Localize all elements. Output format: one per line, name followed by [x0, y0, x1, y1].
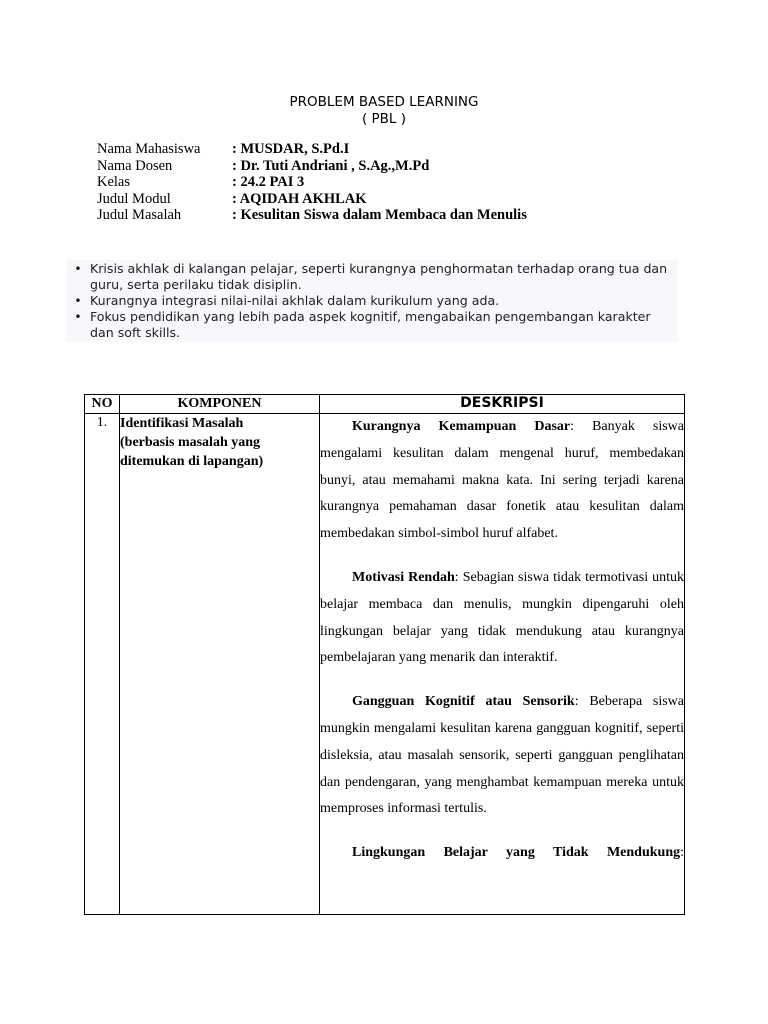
- bullet-icon: •: [74, 293, 82, 308]
- paragraph-text: : Banyak siswa mengalami kesulitan dalam mengenal huruf, membedakan bunyi, atau memahami makna kata. Ini sering terjadi karena kurangnya pemahaman dasar fonetik atau kesulitan dalam membedakan simbol-simbol huruf alfabet.: [320, 419, 684, 542]
- meta-row: [97, 174, 527, 191]
- student-info: [97, 141, 527, 224]
- problem-bullet-list: [66, 260, 678, 342]
- description-paragraph: [320, 840, 684, 867]
- header-komponen: KOMPONEN: [120, 395, 320, 414]
- header-deskripsi: DESKRIPSI: [320, 395, 685, 414]
- meta-value: : Kesulitan Siswa dalam Membaca dan Menulis: [232, 207, 527, 224]
- paragraph-lead: Gangguan Kognitif atau Sensorik: [352, 694, 575, 710]
- document-title: [0, 94, 768, 128]
- bullet-text: Krisis akhlak di kalangan pelajar, seperti kurangnya penghormatan terhadap orang tua dan guru, serta perilaku tidak disiplin.: [90, 261, 668, 292]
- list-item: [66, 261, 678, 293]
- meta-key: Judul Masalah: [97, 207, 182, 224]
- title-line-2: ( PBL ): [361, 111, 407, 127]
- meta-value: : AQIDAH AKHLAK: [232, 190, 367, 207]
- pbl-table: [84, 394, 685, 915]
- meta-row: [97, 191, 527, 208]
- table-row: [85, 414, 685, 915]
- header-no: NO: [85, 395, 120, 414]
- bullet-icon: •: [74, 261, 82, 276]
- paragraph-text: :: [680, 845, 684, 861]
- row-deskripsi: [320, 414, 685, 915]
- komponen-subtitle: (berbasis masalah yang ditemukan di lapangan): [120, 435, 264, 469]
- meta-key: Kelas: [97, 174, 131, 191]
- meta-key: Nama Mahasiswa: [97, 141, 201, 157]
- meta-value: : 24.2 PAI 3: [232, 174, 305, 191]
- description-paragraph: [320, 565, 684, 672]
- bullet-icon: •: [74, 309, 82, 324]
- table-header-row: [85, 395, 685, 414]
- meta-value: : Dr. Tuti Andriani , S.Ag.,M.Pd: [232, 157, 430, 174]
- list-item: [66, 293, 678, 309]
- meta-value: : MUSDAR, S.Pd.I: [232, 141, 350, 157]
- meta-row: [97, 207, 527, 224]
- paragraph-text: : Beberapa siswa mungkin mengalami kesulitan karena gangguan kognitif, seperti disleksia, atau masalah sensorik, seperti gangguan penglihatan dan pendengaran, yang menghambat kemampuan mereka untuk memproses informasi tertulis.: [320, 694, 684, 817]
- meta-key: Judul Modul: [97, 190, 171, 207]
- row-komponen: [120, 414, 320, 915]
- description-paragraph: [320, 414, 684, 548]
- bullet-text: Fokus pendidikan yang lebih pada aspek kognitif, mengabaikan pengembangan karakter dan soft skills.: [90, 309, 651, 340]
- meta-key: Nama Dosen: [97, 157, 173, 174]
- list-item: [66, 309, 678, 341]
- row-number: 1.: [85, 414, 120, 915]
- title-line-1: PROBLEM BASED LEARNING: [289, 94, 479, 110]
- paragraph-lead: Motivasi Rendah: [352, 569, 455, 585]
- description-paragraph: [320, 689, 684, 823]
- paragraph-lead: Lingkungan Belajar yang Tidak Mendukung: [352, 845, 681, 861]
- meta-row: [97, 141, 527, 158]
- paragraph-text: : Sebagian siswa tidak termotivasi untuk belajar membaca dan menulis, mungkin dipengaruhi oleh lingkungan belajar yang tidak mendukung atau kurangnya pembelajaran yang menarik dan interaktif.: [320, 569, 684, 666]
- bullet-text: Kurangnya integrasi nilai-nilai akhlak dalam kurikulum yang ada.: [90, 293, 500, 308]
- komponen-title: Identifikasi Masalah: [120, 416, 244, 431]
- paragraph-lead: Kurangnya Kemampuan Dasar: [352, 419, 571, 434]
- meta-row: [97, 158, 527, 175]
